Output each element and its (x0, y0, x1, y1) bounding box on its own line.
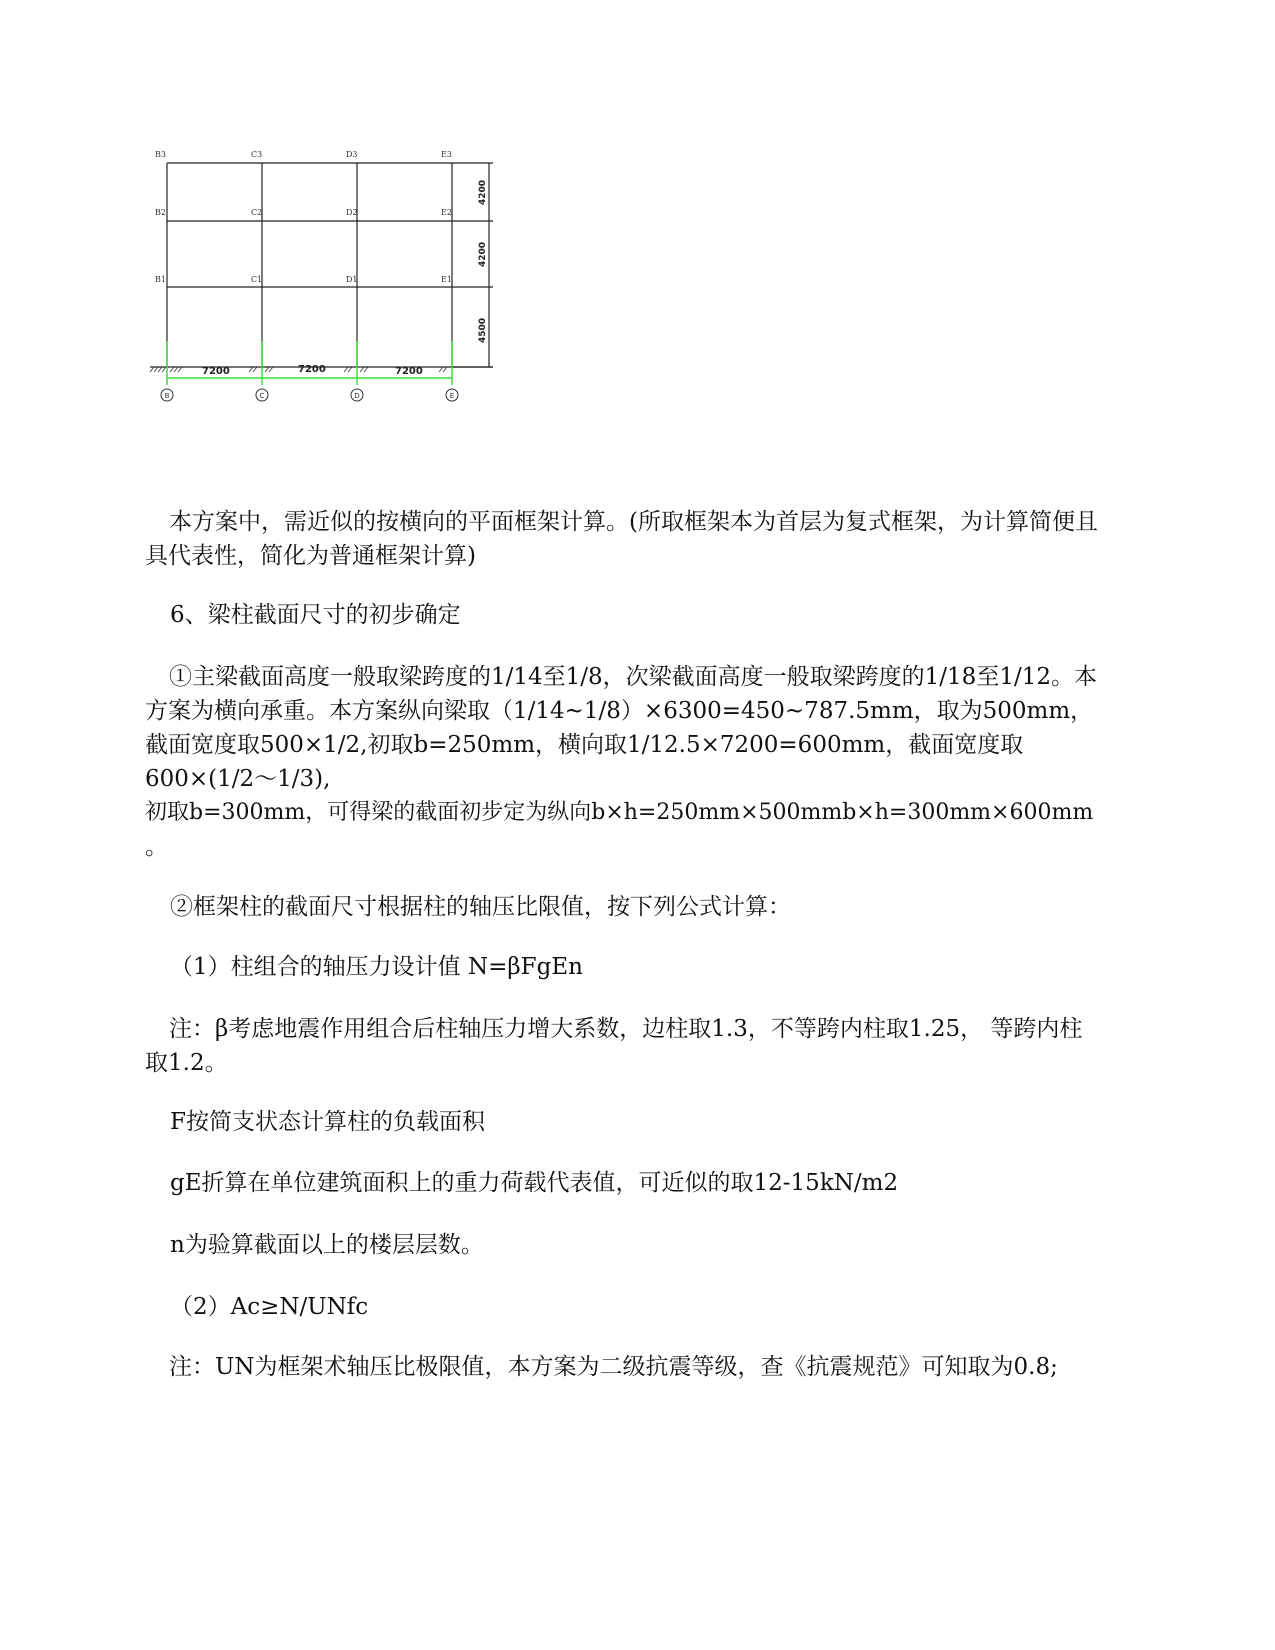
node-label: C1 (251, 275, 263, 284)
height-dimension: 4200 (478, 241, 488, 267)
axis-label: E (449, 392, 455, 400)
node-label: D1 (346, 275, 358, 284)
paragraph-beam-section-end: 。 (145, 834, 168, 860)
definition-F: F按简支状态计算柱的负载面积 (170, 1109, 485, 1135)
definition-gE: gE折算在单位建筑面积上的重力荷载代表值，可近似的取12-15kN/m2 (170, 1170, 899, 1196)
height-dimension: 4500 (478, 317, 488, 343)
paragraph-beam-section-result: 初取b=300mm，可得梁的截面初步定为纵向b×h=250mm×500mmb×h=300mm×600mm (145, 800, 1094, 825)
span-dimension: 7200 (395, 366, 423, 377)
paragraph-beam-section: ①主梁截面高度一般取梁跨度的1/14至1/8，次梁截面高度一般取梁跨度的1/18至1/12。本方案为横向承重。本方案纵向梁取（1/14~1/8）×6300=450~787.5mm，取为500mm，截面宽度取500×1/2,初取b=250mm，横向取1/12.5×7200=600mm，截面宽度取600×(1/2～1/3), (145, 664, 1097, 792)
paragraph-column-section: ②框架柱的截面尺寸根据柱的轴压比限值，按下列公式计算： (170, 894, 791, 920)
frame-lines (150, 163, 493, 367)
formula-axial-force: （1）柱组合的轴压力设计值 N=βFgEn (170, 954, 583, 980)
node-label: D2 (346, 208, 358, 217)
node-label: E3 (441, 150, 452, 159)
supports (167, 341, 452, 385)
paragraph-frame-note: 本方案中，需近似的按横向的平面框架计算。(所取框架本为首层为复式框架，为计算简便且具代表性，简化为普通框架计算) (145, 509, 1098, 569)
axis-label: D (354, 392, 360, 400)
span-dimension: 7200 (298, 364, 326, 375)
note-UN-limit: 注：UN为框架术轴压比极限值，本方案为二级抗震等级，查《抗震规范》可知取为0.8; (169, 1354, 1058, 1380)
node-label: C2 (251, 208, 263, 217)
axis-label: C (259, 392, 265, 400)
axis-label: B (164, 392, 170, 400)
node-label: B2 (155, 208, 166, 217)
node-label: E1 (441, 275, 452, 284)
section-heading-6: 6、梁柱截面尺寸的初步确定 (170, 602, 461, 628)
node-label: B3 (155, 150, 166, 159)
definition-n: n为验算截面以上的楼层层数。 (170, 1232, 484, 1258)
node-label: E2 (441, 208, 452, 217)
formula-Ac: （2）Ac≥N/UNfc (170, 1294, 369, 1320)
node-label: D3 (346, 150, 358, 159)
note-beta-coefficient: 注：β考虑地震作用组合后柱轴压力增大系数，边柱取1.3，不等跨内柱取1.25， 等跨内柱取1.2。 (145, 1016, 1083, 1076)
node-label: C3 (251, 150, 263, 159)
span-dimension: 7200 (202, 366, 230, 377)
node-label: B1 (155, 275, 166, 284)
axis-bubbles (161, 389, 458, 401)
frame-elevation-diagram (145, 145, 505, 415)
height-dimension: 4200 (478, 179, 488, 205)
